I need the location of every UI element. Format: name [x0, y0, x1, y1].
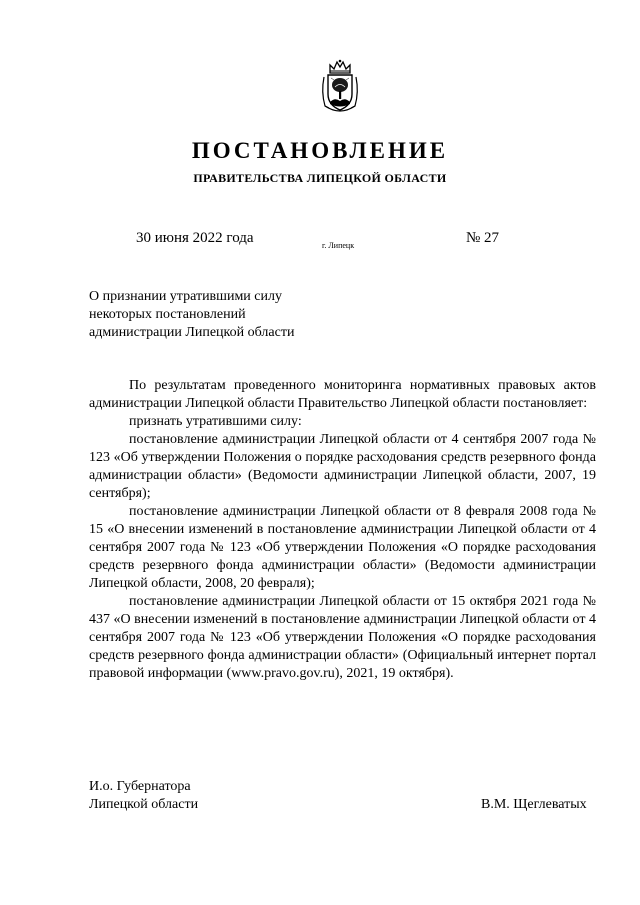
signature-position-line: Липецкой области [89, 797, 199, 812]
body-paragraph: постановление администрации Липецкой области от 8 февраля 2008 года № 15 «О внесении изменений в постановление администрации Липецкой области от 4 сентября 2007 года № 123 «Об утверждении Положения «О порядке расходования средств резервного фонда администрации области» (Ведомости администрации Липецкой области, 2008, 20 февраля); [89, 504, 596, 591]
coat-of-arms-icon [319, 58, 361, 116]
document-number: № 27 [466, 230, 500, 246]
body-paragraph: постановление администрации Липецкой области от 15 октября 2021 года № 437 «О внесении изменений в постановление администрации Липецкой области от 4 сентября 2007 года № 123 «Об утверждении Положения «О порядке расходования средств резервного фонда администрации области» (Официальный интернет портал правовой информации (www.pravo.gov.ru), 2021, 19 октября). [89, 594, 596, 681]
document-body [89, 377, 596, 683]
body-paragraph: постановление администрации Липецкой области от 4 сентября 2007 года № 123 «Об утверждении Положения о порядке расходования средств резервного фонда администрации области» (Ведомости администрации Липецкой области, 2007, 19 сентября); [89, 432, 596, 501]
document-title: ПОСТАНОВЛЕНИЕ [191, 138, 449, 163]
signatory-name: В.М. Щеглеватых [481, 797, 587, 812]
signature-position [89, 778, 198, 814]
heading-line: О признании утратившими силу [89, 289, 282, 304]
document-subtitle: ПРАВИТЕЛЬСТВА ЛИПЕЦКОЙ ОБЛАСТИ [193, 171, 447, 185]
signature-position-line: И.о. Губернатора [89, 779, 191, 794]
document-date: 30 июня 2022 года [136, 230, 254, 246]
heading-line: администрации Липецкой области [89, 325, 295, 340]
document-heading [89, 288, 294, 342]
body-paragraph: признать утратившими силу: [129, 414, 302, 429]
heading-line: некоторых постановлений [89, 307, 246, 322]
document-city: г. Липецк [322, 241, 355, 250]
body-paragraph: По результатам проведенного мониторинга нормативных правовых актов администрации Липецкой области Правительство Липецкой области постановляет: [89, 378, 596, 411]
